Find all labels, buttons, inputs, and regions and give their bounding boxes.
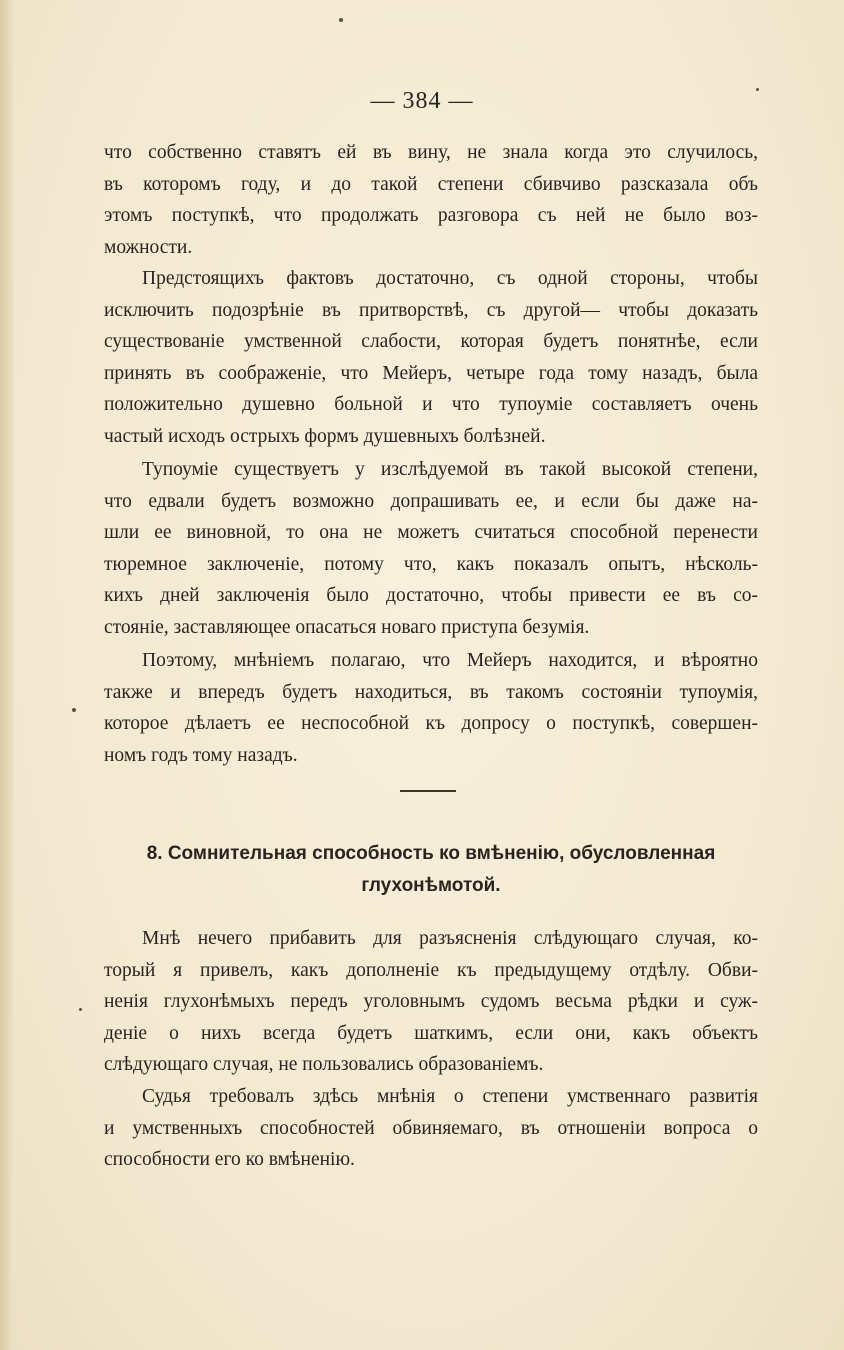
text-line: этомъ поступкѣ, что продолжать разговора съ ней не было воз- bbox=[104, 205, 758, 227]
print-speck bbox=[339, 18, 343, 22]
text-line: ненія глухонѣмыхъ передъ уголовнымъ судомъ весьма рѣдки и суж- bbox=[104, 991, 758, 1013]
paragraph-judge-request bbox=[104, 1081, 758, 1176]
text-line: Мнѣ нечего прибавить для разъясненія слѣдующаго случая, ко- bbox=[142, 928, 758, 949]
text-line: торый я привелъ, какъ дополненіе къ предыдущему отдѣлу. Обви- bbox=[104, 959, 758, 981]
paragraph-conclusion bbox=[104, 645, 758, 771]
text-line: Поэтому, мнѣніемъ полагаю, что Мейеръ находится, и вѣроятно bbox=[142, 650, 758, 671]
text-line: кихъ дней заключенія было достаточно, чтобы привести ее въ со- bbox=[104, 585, 758, 607]
paragraph-facts bbox=[104, 263, 758, 453]
text-line: положительно душевно больной и что тупоуміе составляетъ очень bbox=[104, 394, 758, 416]
section-divider bbox=[400, 790, 456, 792]
text-line: которое дѣлаетъ ее неспособной къ допросу о поступкѣ, совершен- bbox=[104, 713, 758, 735]
text-line: въ которомъ году, и до такой степени сбивчиво разсказала объ bbox=[104, 173, 758, 195]
text-line: номъ годъ тому назадъ. bbox=[104, 744, 298, 766]
text-line: что едвали будетъ возможно допрашивать ее, и если бы даже на- bbox=[104, 490, 758, 512]
text-line: стояніе, заставляющее опасаться новаго приступа безумія. bbox=[104, 616, 590, 638]
page-binding-edge bbox=[0, 0, 14, 1350]
heading-line: глухонѣмотой. bbox=[361, 874, 501, 896]
text-line: частый исходъ острыхъ формъ душевныхъ болѣзней. bbox=[104, 425, 546, 447]
paragraph-deaf-mute-intro bbox=[104, 923, 758, 1081]
print-speck bbox=[72, 708, 76, 712]
text-line: можности. bbox=[104, 236, 193, 258]
heading-line: 8. Сомнительная способность ко вмѣненію, обусловленная bbox=[146, 843, 716, 864]
text-line: исключить подозрѣніе въ притворствѣ, съ другой— чтобы доказать bbox=[104, 299, 758, 321]
text-line: слѣдующаго случая, не пользовались образованіемъ. bbox=[104, 1054, 544, 1076]
text-line: деніе о нихъ всегда будетъ шаткимъ, если они, какъ объектъ bbox=[104, 1022, 758, 1044]
print-speck bbox=[79, 1008, 82, 1011]
text-line: способности его ко вмѣненію. bbox=[104, 1149, 355, 1171]
page-number: — 384 — bbox=[370, 88, 474, 114]
paragraph-continuation bbox=[104, 137, 758, 263]
text-line: и умственныхъ способностей обвиняемаго, въ отношеніи вопроса о bbox=[104, 1117, 758, 1139]
section-heading bbox=[104, 838, 758, 901]
text-line: принять въ соображеніе, что Мейеръ, четыре года тому назадъ, была bbox=[104, 362, 758, 384]
text-line: тюремное заключеніе, потому что, какъ показалъ опытъ, нѣсколь- bbox=[104, 553, 758, 575]
paragraph-dementia bbox=[104, 454, 758, 644]
text-line: шли ее виновной, то она не можетъ считаться способной перенести bbox=[104, 522, 758, 544]
text-line: также и впередъ будетъ находиться, въ такомъ состояніи тупоумія, bbox=[104, 681, 758, 703]
text-line: существованіе умственной слабости, которая будетъ понятнѣе, если bbox=[104, 331, 758, 353]
text-line: Тупоуміе существуетъ у изслѣдуемой въ такой высокой степени, bbox=[142, 459, 758, 480]
text-line: что собственно ставятъ ей въ вину, не знала когда это случилось, bbox=[104, 142, 758, 163]
text-line: Предстоящихъ фактовъ достаточно, съ одной стороны, чтобы bbox=[142, 268, 758, 289]
text-line: Судья требовалъ здѣсь мнѣнія о степени умственнаго развитія bbox=[142, 1086, 758, 1107]
